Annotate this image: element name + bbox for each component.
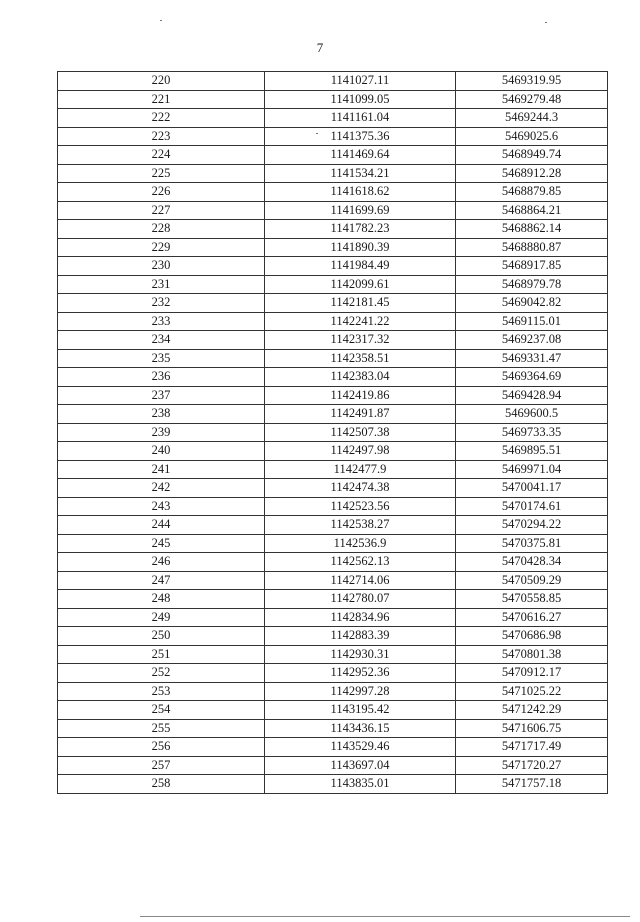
x-coordinate-cell: 1142477.9 bbox=[265, 460, 456, 479]
y-coordinate-cell: 5469331.47 bbox=[456, 349, 608, 368]
table-row bbox=[58, 645, 608, 664]
table-row bbox=[58, 460, 608, 479]
point-number-cell: 222 bbox=[58, 109, 265, 128]
y-coordinate-cell: 5468979.78 bbox=[456, 275, 608, 294]
table-row bbox=[58, 479, 608, 498]
point-number-cell: 250 bbox=[58, 627, 265, 646]
y-coordinate-cell: 5470801.38 bbox=[456, 645, 608, 664]
x-coordinate-cell: 1142358.51 bbox=[265, 349, 456, 368]
y-coordinate-cell: 5471606.75 bbox=[456, 719, 608, 738]
point-number-cell: 243 bbox=[58, 497, 265, 516]
point-number-cell: 256 bbox=[58, 738, 265, 757]
x-coordinate-cell: 1141782.23 bbox=[265, 220, 456, 239]
scan-speck bbox=[545, 22, 547, 23]
table-row bbox=[58, 146, 608, 165]
x-coordinate-cell: 1142562.13 bbox=[265, 553, 456, 572]
y-coordinate-cell: 5468879.85 bbox=[456, 183, 608, 202]
x-coordinate-cell: 1142952.36 bbox=[265, 664, 456, 683]
x-coordinate-cell: 1143436.15 bbox=[265, 719, 456, 738]
point-number-cell: 258 bbox=[58, 775, 265, 794]
x-coordinate-cell: 1141469.64 bbox=[265, 146, 456, 165]
x-coordinate-cell: 1142930.31 bbox=[265, 645, 456, 664]
table-row bbox=[58, 331, 608, 350]
table-row bbox=[58, 664, 608, 683]
table-row bbox=[58, 90, 608, 109]
point-number-cell: 253 bbox=[58, 682, 265, 701]
x-coordinate-cell: 1143195.42 bbox=[265, 701, 456, 720]
y-coordinate-cell: 5470686.98 bbox=[456, 627, 608, 646]
table-row bbox=[58, 534, 608, 553]
table-row bbox=[58, 183, 608, 202]
point-number-cell: 237 bbox=[58, 386, 265, 405]
x-coordinate-cell: 1142883.39 bbox=[265, 627, 456, 646]
point-number-cell: 225 bbox=[58, 164, 265, 183]
table-row bbox=[58, 553, 608, 572]
x-coordinate-cell: 1142538.27 bbox=[265, 516, 456, 535]
table-row bbox=[58, 627, 608, 646]
y-coordinate-cell: 5471025.22 bbox=[456, 682, 608, 701]
table-row bbox=[58, 220, 608, 239]
x-coordinate-cell: 1142474.38 bbox=[265, 479, 456, 498]
x-coordinate-cell: 1142780.07 bbox=[265, 590, 456, 609]
table-row bbox=[58, 719, 608, 738]
table-row bbox=[58, 72, 608, 91]
table-row bbox=[58, 701, 608, 720]
x-coordinate-cell: 1141984.49 bbox=[265, 257, 456, 276]
x-coordinate-cell: 1141161.04 bbox=[265, 109, 456, 128]
point-number-cell: 221 bbox=[58, 90, 265, 109]
x-coordinate-cell: 1143835.01 bbox=[265, 775, 456, 794]
point-number-cell: 241 bbox=[58, 460, 265, 479]
x-coordinate-cell: 1142714.06 bbox=[265, 571, 456, 590]
table-row bbox=[58, 738, 608, 757]
coordinates-table bbox=[57, 71, 608, 794]
y-coordinate-cell: 5469364.69 bbox=[456, 368, 608, 387]
y-coordinate-cell: 5469895.51 bbox=[456, 442, 608, 461]
point-number-cell: 231 bbox=[58, 275, 265, 294]
y-coordinate-cell: 5469237.08 bbox=[456, 331, 608, 350]
x-coordinate-cell: 1142997.28 bbox=[265, 682, 456, 701]
table-row bbox=[58, 201, 608, 220]
x-coordinate-cell: 1142241.22 bbox=[265, 312, 456, 331]
table-row bbox=[58, 516, 608, 535]
x-coordinate-cell: 1143697.04 bbox=[265, 756, 456, 775]
x-coordinate-cell: 1142491.87 bbox=[265, 405, 456, 424]
page-bottom-line bbox=[140, 916, 630, 917]
y-coordinate-cell: 5470041.17 bbox=[456, 479, 608, 498]
y-coordinate-cell: 5468917.85 bbox=[456, 257, 608, 276]
table-row bbox=[58, 368, 608, 387]
table-row bbox=[58, 775, 608, 794]
x-coordinate-cell: 1142181.45 bbox=[265, 294, 456, 313]
x-coordinate-cell: 1141099.05 bbox=[265, 90, 456, 109]
y-coordinate-cell: 5469115.01 bbox=[456, 312, 608, 331]
y-coordinate-cell: 5471242.29 bbox=[456, 701, 608, 720]
x-coordinate-cell: 1142507.38 bbox=[265, 423, 456, 442]
y-coordinate-cell: 5470294.22 bbox=[456, 516, 608, 535]
x-coordinate-cell: 1141618.62 bbox=[265, 183, 456, 202]
table-row bbox=[58, 497, 608, 516]
y-coordinate-cell: 5471717.49 bbox=[456, 738, 608, 757]
point-number-cell: 248 bbox=[58, 590, 265, 609]
x-coordinate-cell: 1141890.39 bbox=[265, 238, 456, 257]
table-row bbox=[58, 405, 608, 424]
point-number-cell: 244 bbox=[58, 516, 265, 535]
page-number: 7 bbox=[316, 40, 324, 55]
table-row bbox=[58, 608, 608, 627]
coordinates-table-body bbox=[58, 72, 608, 794]
y-coordinate-cell: 5468862.14 bbox=[456, 220, 608, 239]
table-row bbox=[58, 275, 608, 294]
table-row bbox=[58, 349, 608, 368]
x-coordinate-cell: 1141534.21 bbox=[265, 164, 456, 183]
table-row bbox=[58, 238, 608, 257]
point-number-cell: 252 bbox=[58, 664, 265, 683]
table-row bbox=[58, 386, 608, 405]
x-coordinate-cell: 1142523.56 bbox=[265, 497, 456, 516]
table-row bbox=[58, 257, 608, 276]
point-number-cell: 232 bbox=[58, 294, 265, 313]
point-number-cell: 226 bbox=[58, 183, 265, 202]
x-coordinate-cell: 1142099.61 bbox=[265, 275, 456, 294]
table-row bbox=[58, 590, 608, 609]
y-coordinate-cell: 5471720.27 bbox=[456, 756, 608, 775]
y-coordinate-cell: 5471757.18 bbox=[456, 775, 608, 794]
table-row bbox=[58, 423, 608, 442]
x-coordinate-cell: 1142383.04 bbox=[265, 368, 456, 387]
x-coordinate-cell: 1141027.11 bbox=[265, 72, 456, 91]
y-coordinate-cell: 5469971.04 bbox=[456, 460, 608, 479]
table-row bbox=[58, 442, 608, 461]
point-number-cell: 240 bbox=[58, 442, 265, 461]
point-number-cell: 251 bbox=[58, 645, 265, 664]
point-number-cell: 220 bbox=[58, 72, 265, 91]
x-coordinate-cell: 1142536.9 bbox=[265, 534, 456, 553]
point-number-cell: 234 bbox=[58, 331, 265, 350]
y-coordinate-cell: 5469733.35 bbox=[456, 423, 608, 442]
point-number-cell: 246 bbox=[58, 553, 265, 572]
x-coordinate-cell: 1142317.32 bbox=[265, 331, 456, 350]
point-number-cell: 235 bbox=[58, 349, 265, 368]
y-coordinate-cell: 5470174.61 bbox=[456, 497, 608, 516]
point-number-cell: 224 bbox=[58, 146, 265, 165]
point-number-cell: 249 bbox=[58, 608, 265, 627]
point-number-cell: 238 bbox=[58, 405, 265, 424]
y-coordinate-cell: 5470375.81 bbox=[456, 534, 608, 553]
table-row bbox=[58, 571, 608, 590]
table-row bbox=[58, 756, 608, 775]
y-coordinate-cell: 5469279.48 bbox=[456, 90, 608, 109]
y-coordinate-cell: 5469042.82 bbox=[456, 294, 608, 313]
y-coordinate-cell: 5469319.95 bbox=[456, 72, 608, 91]
point-number-cell: 227 bbox=[58, 201, 265, 220]
y-coordinate-cell: 5468912.28 bbox=[456, 164, 608, 183]
scan-speck bbox=[160, 20, 162, 21]
point-number-cell: 247 bbox=[58, 571, 265, 590]
table-row bbox=[58, 109, 608, 128]
x-coordinate-cell: 1141699.69 bbox=[265, 201, 456, 220]
point-number-cell: 223 bbox=[58, 127, 265, 146]
table-row bbox=[58, 294, 608, 313]
table-row bbox=[58, 127, 608, 146]
y-coordinate-cell: 5470912.17 bbox=[456, 664, 608, 683]
point-number-cell: 229 bbox=[58, 238, 265, 257]
x-coordinate-cell: 1142419.86 bbox=[265, 386, 456, 405]
point-number-cell: 257 bbox=[58, 756, 265, 775]
y-coordinate-cell: 5468864.21 bbox=[456, 201, 608, 220]
y-coordinate-cell: 5468880.87 bbox=[456, 238, 608, 257]
y-coordinate-cell: 5470509.29 bbox=[456, 571, 608, 590]
y-coordinate-cell: 5470616.27 bbox=[456, 608, 608, 627]
table-row bbox=[58, 682, 608, 701]
table-row bbox=[58, 312, 608, 331]
point-number-cell: 245 bbox=[58, 534, 265, 553]
x-coordinate-cell: 1142497.98 bbox=[265, 442, 456, 461]
y-coordinate-cell: 5470428.34 bbox=[456, 553, 608, 572]
point-number-cell: 242 bbox=[58, 479, 265, 498]
x-coordinate-cell: 1141375.36 bbox=[265, 127, 456, 146]
y-coordinate-cell: 5468949.74 bbox=[456, 146, 608, 165]
point-number-cell: 230 bbox=[58, 257, 265, 276]
point-number-cell: 233 bbox=[58, 312, 265, 331]
point-number-cell: 236 bbox=[58, 368, 265, 387]
x-coordinate-cell: 1142834.96 bbox=[265, 608, 456, 627]
point-number-cell: 239 bbox=[58, 423, 265, 442]
y-coordinate-cell: 5469025.6 bbox=[456, 127, 608, 146]
x-coordinate-cell: 1143529.46 bbox=[265, 738, 456, 757]
y-coordinate-cell: 5469600.5 bbox=[456, 405, 608, 424]
y-coordinate-cell: 5469244.3 bbox=[456, 109, 608, 128]
table-row bbox=[58, 164, 608, 183]
point-number-cell: 255 bbox=[58, 719, 265, 738]
y-coordinate-cell: 5470558.85 bbox=[456, 590, 608, 609]
y-coordinate-cell: 5469428.94 bbox=[456, 386, 608, 405]
point-number-cell: 228 bbox=[58, 220, 265, 239]
point-number-cell: 254 bbox=[58, 701, 265, 720]
